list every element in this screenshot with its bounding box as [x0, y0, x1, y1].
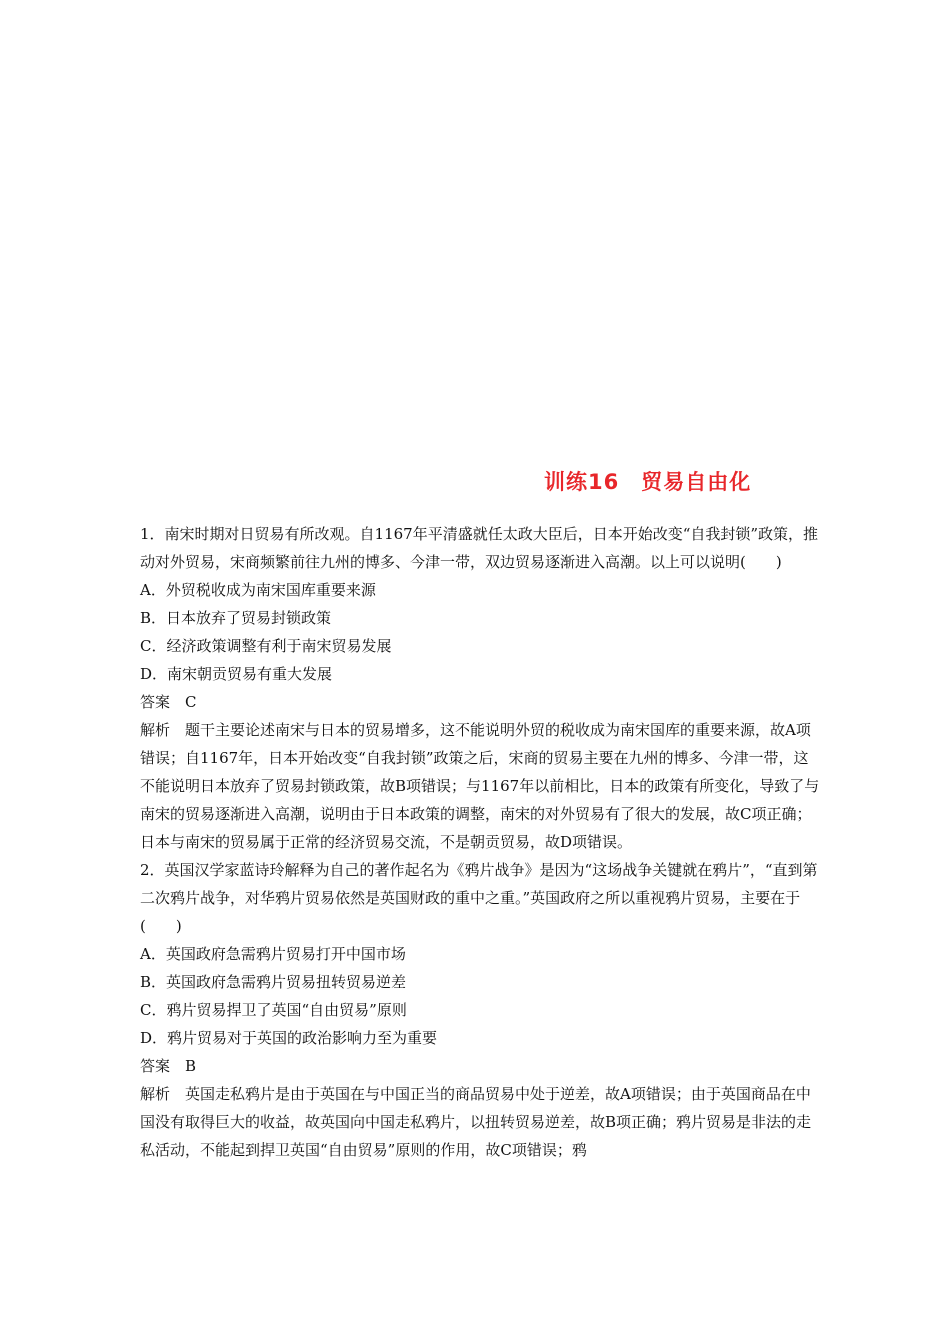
- option-c: C．经济政策调整有利于南宋贸易发展: [140, 637, 392, 655]
- question-stem: 1．南宋时期对日贸易有所改观。自1167年平清盛就任太政大臣后，日本开始改变“自我封锁”政策，推动对外贸易，宋商频繁前往九州的博多、今津一带，双边贸易逐渐进入高潮。以上可以说明( ): [140, 525, 819, 571]
- question-stem: 2．英国汉学家蓝诗玲解释为自己的著作起名为《鸦片战争》是因为“这场战争关键就在鸦片”，“直到第二次鸦片战争，对华鸦片贸易依然是英国财政的重中之重。”英国政府之所以重视鸦片贸易，主要在于( ): [140, 861, 818, 935]
- option-d: D．南宋朝贡贸易有重大发展: [140, 665, 333, 683]
- option-d: D．鸦片贸易对于英国的政治影响力至为重要: [140, 1029, 438, 1047]
- question-list: [140, 520, 820, 1164]
- option-c: C．鸦片贸易捍卫了英国“自由贸易”原则: [140, 1001, 407, 1019]
- option-b: B．日本放弃了贸易封锁政策: [140, 609, 332, 627]
- option-a: A．英国政府急需鸦片贸易打开中国市场: [140, 945, 406, 963]
- analysis: 解析 英国走私鸦片是由于英国在与中国正当的商品贸易中处于逆差，故A项错误；由于英国商品在中国没有取得巨大的收益，故英国向中国走私鸦片，以扭转贸易逆差，故B项正确；鸦片贸易是非法的走私活动，不能起到捍卫英国“自由贸易”原则的作用，故C项错误；鸦: [140, 1085, 812, 1159]
- analysis: 解析 题干主要论述南宋与日本的贸易增多，这不能说明外贸的税收成为南宋国库的重要来源，故A项错误；自1167年，日本开始改变“自我封锁”政策之后，宋商的贸易主要在九州的博多、今津一带，这不能说明日本放弃了贸易封锁政策，故B项错误；与1167年以前相比，日本的政策有所变化，导致了与南宋的贸易逐渐进入高潮，说明由于日本政策的调整，南宋的对外贸易有了很大的发展，故C项正确；日本与南宋的贸易属于正常的经济贸易交流，不是朝贡贸易，故D项错误。: [140, 721, 820, 851]
- option-b: B．英国政府急需鸦片贸易扭转贸易逆差: [140, 973, 407, 991]
- page-title: 训练16 贸易自由化: [544, 470, 752, 494]
- answer: 答案 C: [140, 693, 197, 711]
- option-a: A．外贸税收成为南宋国库重要来源: [140, 581, 376, 599]
- answer: 答案 B: [140, 1057, 197, 1075]
